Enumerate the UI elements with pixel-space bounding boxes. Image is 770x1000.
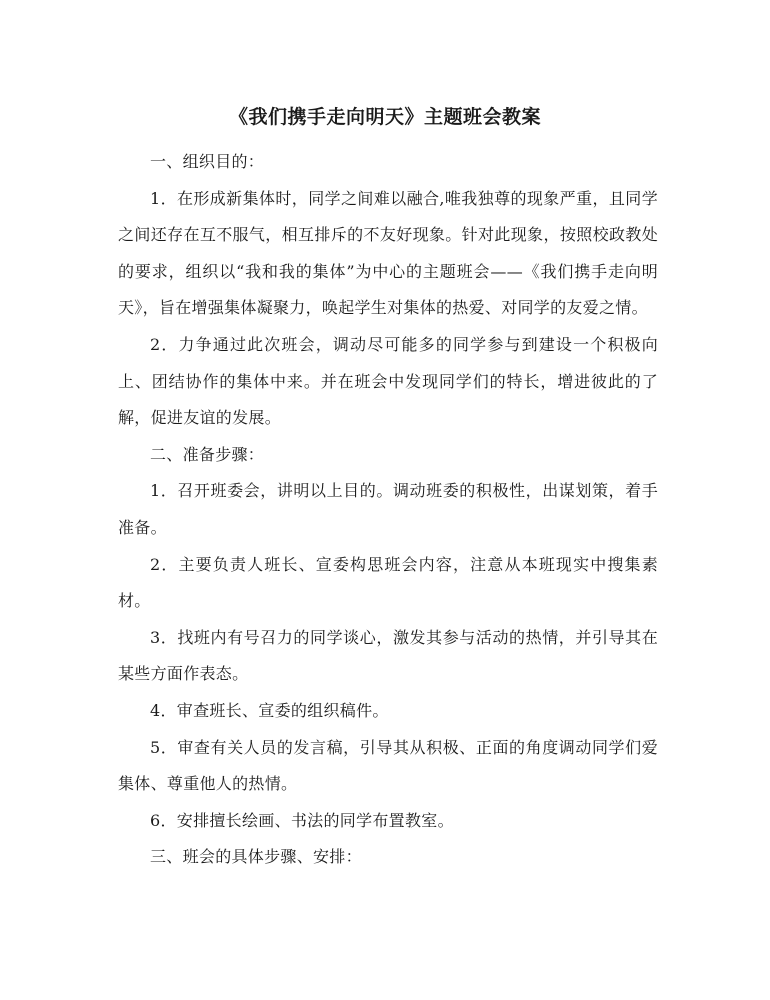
document-title: 《我们携手走向明天》主题班会教案 [228, 106, 541, 128]
section-heading-purpose: 一、组织目的： [150, 152, 265, 171]
paragraph: 3．找班内有号召力的同学谈心，激发其参与活动的热情，并引导其在某些方面作表态。 [118, 627, 658, 684]
paragraph: 2．力争通过此次班会，调动尽可能多的同学参与到建设一个积极向上、团结协作的集体中来。并在班会中发现同学们的特长，增进彼此的了解，促进友谊的发展。 [118, 334, 658, 428]
paragraph: 1．召开班委会，讲明以上目的。调动班委的积极性，出谋划策，着手准备。 [118, 481, 658, 537]
section-heading-steps: 三、班会的具体步骤、安排： [150, 847, 362, 867]
paragraph: 4．审查班长、宣委的组织稿件。 [150, 700, 389, 720]
paragraph: 6．安排擅长绘画、书法的同学布置教室。 [150, 810, 454, 830]
document-body [118, 144, 658, 876]
paragraph: 1．在形成新集体时，同学之间难以融合,唯我独尊的现象严重，且同学之间还存在互不服气，相互排斥的不友好现象。针对此现象，按照校政教处的要求，组织以“我和我的集体”为中心的主题班会——《我们携手走向明天》，旨在增强集体凝聚力，唤起学生对集体的热爱、对同学的友爱之情。 [118, 188, 658, 318]
paragraph: 2．主要负责人班长、宣委构思班会内容，注意从本班现实中搜集素材。 [118, 554, 658, 611]
section-heading-preparation: 二、准备步骤： [150, 444, 265, 464]
paragraph: 5．审查有关人员的发言稿，引导其从积极、正面的角度调动同学们爱集体、尊重他人的热情。 [118, 737, 658, 794]
